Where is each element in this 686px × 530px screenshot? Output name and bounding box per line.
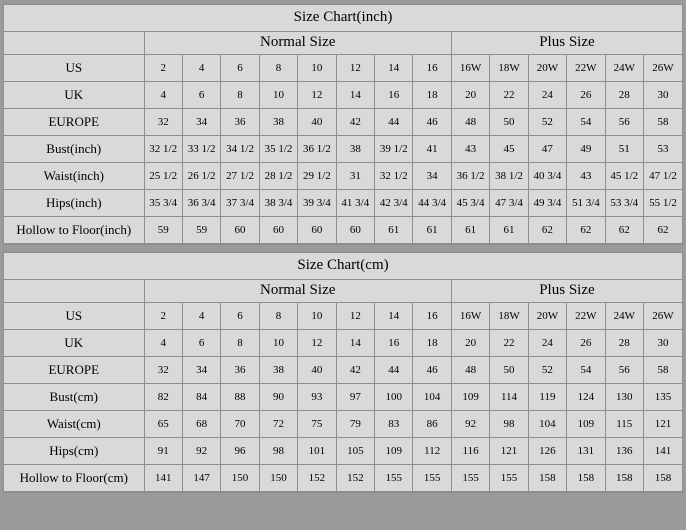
cell: 54 (567, 109, 605, 136)
cell: 62 (643, 217, 682, 244)
row-label-hips: Hips(inch) (4, 190, 144, 217)
cell: 40 (298, 109, 336, 136)
table-row (4, 330, 682, 357)
cell: 88 (221, 384, 259, 411)
cell: 90 (259, 384, 297, 411)
cell: 150 (259, 465, 297, 492)
cell: 93 (298, 384, 336, 411)
cell: 48 (451, 109, 489, 136)
cell: 155 (490, 465, 528, 492)
cell: 61 (490, 217, 528, 244)
row-label-waist: Waist(inch) (4, 163, 144, 190)
cell: 45 (490, 136, 528, 163)
chart-title: Size Chart(cm) (4, 253, 682, 280)
cell: 26 1/2 (182, 163, 220, 190)
size-chart-cm (3, 252, 683, 493)
row-label-bust: Bust(cm) (4, 384, 144, 411)
cell: 61 (451, 217, 489, 244)
cell: 8 (259, 303, 297, 330)
cell: 158 (567, 465, 605, 492)
cell: 41 (413, 136, 451, 163)
cell: 56 (605, 357, 643, 384)
cell: 119 (528, 384, 566, 411)
cell: 18 (413, 82, 451, 109)
cell: 42 3/4 (375, 190, 413, 217)
group-header-blank (4, 280, 144, 303)
cell: 20 (451, 330, 489, 357)
cell: 26W (643, 55, 682, 82)
cell: 62 (567, 217, 605, 244)
cell: 91 (144, 438, 182, 465)
group-header-row (4, 280, 682, 303)
row-label-europe: EUROPE (4, 109, 144, 136)
cell: 131 (567, 438, 605, 465)
size-chart-inch-table (4, 5, 682, 244)
cell: 8 (221, 82, 259, 109)
cell: 46 (413, 109, 451, 136)
table-row (4, 438, 682, 465)
cell: 44 3/4 (413, 190, 451, 217)
cell: 35 3/4 (144, 190, 182, 217)
group-header-plus-size: Plus Size (451, 32, 682, 55)
cell: 53 (643, 136, 682, 163)
cell: 158 (643, 465, 682, 492)
cell: 22W (567, 55, 605, 82)
cell: 10 (259, 330, 297, 357)
group-header-row (4, 32, 682, 55)
table-row (4, 82, 682, 109)
cell: 60 (259, 217, 297, 244)
cell: 26W (643, 303, 682, 330)
cell: 92 (182, 438, 220, 465)
table-row (4, 109, 682, 136)
cell: 32 (144, 109, 182, 136)
cell: 141 (643, 438, 682, 465)
cell: 105 (336, 438, 374, 465)
cell: 29 1/2 (298, 163, 336, 190)
cell: 147 (182, 465, 220, 492)
cell: 45 3/4 (451, 190, 489, 217)
cell: 155 (375, 465, 413, 492)
cell: 155 (451, 465, 489, 492)
cell: 44 (375, 109, 413, 136)
cell: 53 3/4 (605, 190, 643, 217)
cell: 51 3/4 (567, 190, 605, 217)
row-label-hips: Hips(cm) (4, 438, 144, 465)
cell: 6 (182, 330, 220, 357)
cell: 47 3/4 (490, 190, 528, 217)
cell: 150 (221, 465, 259, 492)
cell: 4 (182, 303, 220, 330)
cell: 6 (221, 55, 259, 82)
cell: 46 (413, 357, 451, 384)
cell: 26 (567, 82, 605, 109)
table-title-row (4, 5, 682, 32)
cell: 47 (528, 136, 566, 163)
cell: 36 1/2 (298, 136, 336, 163)
cell: 12 (298, 330, 336, 357)
cell: 43 (451, 136, 489, 163)
cell: 37 3/4 (221, 190, 259, 217)
cell: 101 (298, 438, 336, 465)
group-header-blank (4, 32, 144, 55)
cell: 152 (298, 465, 336, 492)
cell: 104 (413, 384, 451, 411)
cell: 55 1/2 (643, 190, 682, 217)
cell: 28 (605, 330, 643, 357)
row-label-hollow-to-floor: Hollow to Floor(inch) (4, 217, 144, 244)
cell: 43 (567, 163, 605, 190)
cell: 22 (490, 82, 528, 109)
cell: 158 (605, 465, 643, 492)
cell: 38 (259, 109, 297, 136)
cell: 32 1/2 (375, 163, 413, 190)
table-row (4, 217, 682, 244)
cell: 6 (182, 82, 220, 109)
cell: 39 3/4 (298, 190, 336, 217)
size-chart-cm-table (4, 253, 682, 492)
cell: 18 (413, 330, 451, 357)
table-row (4, 465, 682, 492)
cell: 22W (567, 303, 605, 330)
cell: 54 (567, 357, 605, 384)
cell: 4 (182, 55, 220, 82)
row-label-waist: Waist(cm) (4, 411, 144, 438)
cell: 59 (144, 217, 182, 244)
cell: 75 (298, 411, 336, 438)
cell: 24W (605, 303, 643, 330)
cell: 42 (336, 109, 374, 136)
row-label-uk: UK (4, 330, 144, 357)
cell: 27 1/2 (221, 163, 259, 190)
group-header-plus-size: Plus Size (451, 280, 682, 303)
cell: 16 (375, 82, 413, 109)
cell: 51 (605, 136, 643, 163)
cell: 126 (528, 438, 566, 465)
cell: 40 3/4 (528, 163, 566, 190)
cell: 49 (567, 136, 605, 163)
cell: 22 (490, 330, 528, 357)
cell: 84 (182, 384, 220, 411)
cell: 141 (144, 465, 182, 492)
cell: 59 (182, 217, 220, 244)
cell: 36 (221, 357, 259, 384)
cell: 28 (605, 82, 643, 109)
cell: 61 (413, 217, 451, 244)
cell: 8 (259, 55, 297, 82)
cell: 97 (336, 384, 374, 411)
cell: 98 (490, 411, 528, 438)
table-row (4, 411, 682, 438)
cell: 104 (528, 411, 566, 438)
cell: 12 (298, 82, 336, 109)
group-header-normal-size: Normal Size (144, 32, 451, 55)
cell: 24 (528, 330, 566, 357)
cell: 38 (259, 357, 297, 384)
cell: 56 (605, 109, 643, 136)
cell: 152 (336, 465, 374, 492)
cell: 24 (528, 82, 566, 109)
cell: 47 1/2 (643, 163, 682, 190)
table-row (4, 190, 682, 217)
cell: 79 (336, 411, 374, 438)
cell: 62 (605, 217, 643, 244)
cell: 4 (144, 82, 182, 109)
cell: 52 (528, 357, 566, 384)
cell: 36 3/4 (182, 190, 220, 217)
row-label-europe: EUROPE (4, 357, 144, 384)
cell: 98 (259, 438, 297, 465)
cell: 20W (528, 303, 566, 330)
cell: 4 (144, 330, 182, 357)
cell: 96 (221, 438, 259, 465)
cell: 39 1/2 (375, 136, 413, 163)
cell: 114 (490, 384, 528, 411)
cell: 2 (144, 303, 182, 330)
cell: 68 (182, 411, 220, 438)
chart-title: Size Chart(inch) (4, 5, 682, 32)
cell: 12 (336, 55, 374, 82)
cell: 34 1/2 (221, 136, 259, 163)
cell: 121 (490, 438, 528, 465)
cell: 16 (413, 303, 451, 330)
table-row (4, 55, 682, 82)
cell: 61 (375, 217, 413, 244)
cell: 50 (490, 109, 528, 136)
cell: 31 (336, 163, 374, 190)
cell: 18W (490, 303, 528, 330)
cell: 30 (643, 82, 682, 109)
cell: 135 (643, 384, 682, 411)
size-chart-inch (3, 4, 683, 245)
cell: 38 3/4 (259, 190, 297, 217)
cell: 6 (221, 303, 259, 330)
cell: 112 (413, 438, 451, 465)
cell: 16W (451, 55, 489, 82)
cell: 8 (221, 330, 259, 357)
row-label-us: US (4, 55, 144, 82)
cell: 36 (221, 109, 259, 136)
cell: 14 (375, 303, 413, 330)
cell: 58 (643, 109, 682, 136)
cell: 36 1/2 (451, 163, 489, 190)
cell: 44 (375, 357, 413, 384)
cell: 32 (144, 357, 182, 384)
cell: 34 (413, 163, 451, 190)
cell: 14 (336, 82, 374, 109)
cell: 82 (144, 384, 182, 411)
cell: 158 (528, 465, 566, 492)
cell: 60 (221, 217, 259, 244)
cell: 10 (298, 303, 336, 330)
cell: 109 (567, 411, 605, 438)
cell: 48 (451, 357, 489, 384)
cell: 32 1/2 (144, 136, 182, 163)
cell: 28 1/2 (259, 163, 297, 190)
cell: 42 (336, 357, 374, 384)
cell: 41 3/4 (336, 190, 374, 217)
cell: 124 (567, 384, 605, 411)
cell: 86 (413, 411, 451, 438)
cell: 116 (451, 438, 489, 465)
cell: 115 (605, 411, 643, 438)
cell: 49 3/4 (528, 190, 566, 217)
cell: 16W (451, 303, 489, 330)
cell: 10 (298, 55, 336, 82)
cell: 2 (144, 55, 182, 82)
cell: 92 (451, 411, 489, 438)
cell: 10 (259, 82, 297, 109)
cell: 58 (643, 357, 682, 384)
cell: 25 1/2 (144, 163, 182, 190)
cell: 38 1/2 (490, 163, 528, 190)
group-header-normal-size: Normal Size (144, 280, 451, 303)
cell: 26 (567, 330, 605, 357)
cell: 18W (490, 55, 528, 82)
row-label-uk: UK (4, 82, 144, 109)
cell: 155 (413, 465, 451, 492)
cell: 40 (298, 357, 336, 384)
cell: 109 (375, 438, 413, 465)
cell: 33 1/2 (182, 136, 220, 163)
cell: 45 1/2 (605, 163, 643, 190)
cell: 30 (643, 330, 682, 357)
table-title-row (4, 253, 682, 280)
table-row (4, 384, 682, 411)
row-label-hollow-to-floor: Hollow to Floor(cm) (4, 465, 144, 492)
table-row (4, 163, 682, 190)
cell: 20 (451, 82, 489, 109)
cell: 20W (528, 55, 566, 82)
cell: 38 (336, 136, 374, 163)
cell: 65 (144, 411, 182, 438)
cell: 100 (375, 384, 413, 411)
row-label-us: US (4, 303, 144, 330)
cell: 109 (451, 384, 489, 411)
cell: 14 (375, 55, 413, 82)
cell: 24W (605, 55, 643, 82)
cell: 16 (413, 55, 451, 82)
cell: 34 (182, 357, 220, 384)
cell: 12 (336, 303, 374, 330)
table-row (4, 303, 682, 330)
cell: 136 (605, 438, 643, 465)
cell: 14 (336, 330, 374, 357)
cell: 60 (336, 217, 374, 244)
cell: 50 (490, 357, 528, 384)
table-row (4, 136, 682, 163)
table-row (4, 357, 682, 384)
cell: 70 (221, 411, 259, 438)
cell: 130 (605, 384, 643, 411)
cell: 34 (182, 109, 220, 136)
cell: 62 (528, 217, 566, 244)
cell: 60 (298, 217, 336, 244)
cell: 72 (259, 411, 297, 438)
cell: 121 (643, 411, 682, 438)
cell: 16 (375, 330, 413, 357)
row-label-bust: Bust(inch) (4, 136, 144, 163)
cell: 52 (528, 109, 566, 136)
cell: 83 (375, 411, 413, 438)
cell: 35 1/2 (259, 136, 297, 163)
